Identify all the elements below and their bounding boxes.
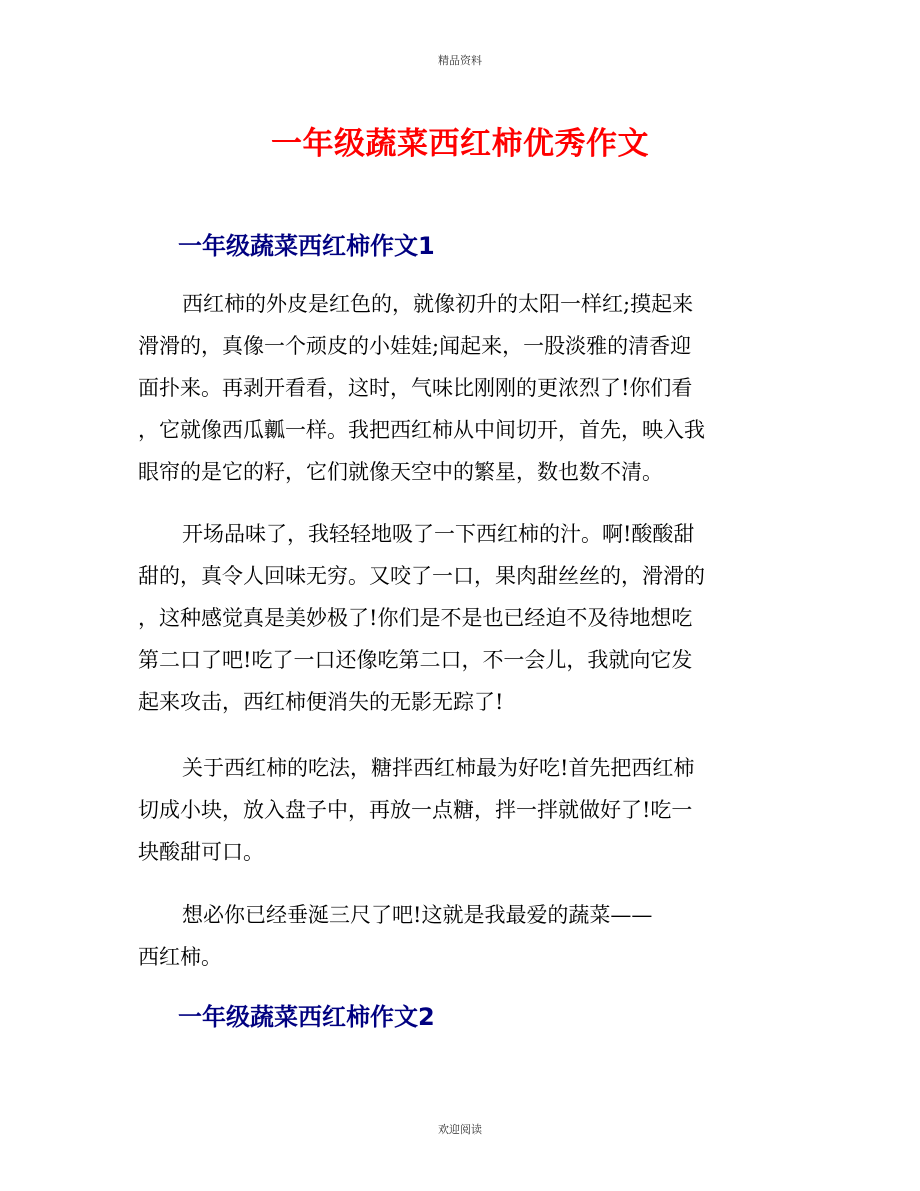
paragraph-2 xyxy=(138,513,788,723)
paragraph-line: 切成小块，放入盘子中，再放一点糖，拌一拌就做好了!吃一 xyxy=(138,798,693,822)
section-heading-2: 一年级蔬菜西红柿作文2 xyxy=(178,1003,435,1031)
paragraph-line: 西红柿。 xyxy=(138,945,222,969)
paragraph-line: 面扑来。再剥开看看，这时，气味比刚刚的更浓烈了!你们看 xyxy=(138,376,693,400)
paragraph-line: 关于西红柿的吃法，糖拌西红柿最为好吃!首先把西红柿 xyxy=(182,756,695,780)
paragraph-3 xyxy=(138,747,788,873)
paragraph-1 xyxy=(138,283,788,493)
document-title: 一年级蔬菜西红柿优秀作文 xyxy=(271,126,649,162)
header-note: 精品资料 xyxy=(438,54,482,67)
paragraph-line: 滑滑的，真像一个顽皮的小娃娃;闻起来，一股淡雅的清香迎 xyxy=(138,334,692,358)
paragraph-line: 想必你已经垂涎三尺了吧!这就是我最爱的蔬菜—— xyxy=(182,903,653,927)
section-heading-1: 一年级蔬菜西红柿作文1 xyxy=(178,232,435,260)
paragraph-line: 西红柿的外皮是红色的，就像初升的太阳一样红;摸起来 xyxy=(182,292,694,316)
paragraph-line: 起来攻击，西红柿便消失的无影无踪了! xyxy=(138,690,504,714)
paragraph-4 xyxy=(138,894,788,978)
paragraph-line: ，它就像西瓜瓤一样。我把西红柿从中间切开，首先，映入我 xyxy=(138,418,705,442)
paragraph-line: 眼帘的是它的籽，它们就像天空中的繁星，数也数不清。 xyxy=(138,460,663,484)
paragraph-line: 块酸甜可口。 xyxy=(138,840,264,864)
paragraph-line: 开场品味了，我轻轻地吸了一下西红柿的汁。啊!酸酸甜 xyxy=(182,522,695,546)
footer-note: 欢迎阅读 xyxy=(438,1123,482,1136)
paragraph-line: ，这种感觉真是美妙极了!你们是不是也已经迫不及待地想吃 xyxy=(138,606,693,630)
paragraph-line: 第二口了吧!吃了一口还像吃第二口，不一会儿，我就向它发 xyxy=(138,648,693,672)
paragraph-line: 甜的，真令人回味无穷。又咬了一口，果肉甜丝丝的，滑滑的 xyxy=(138,564,705,588)
